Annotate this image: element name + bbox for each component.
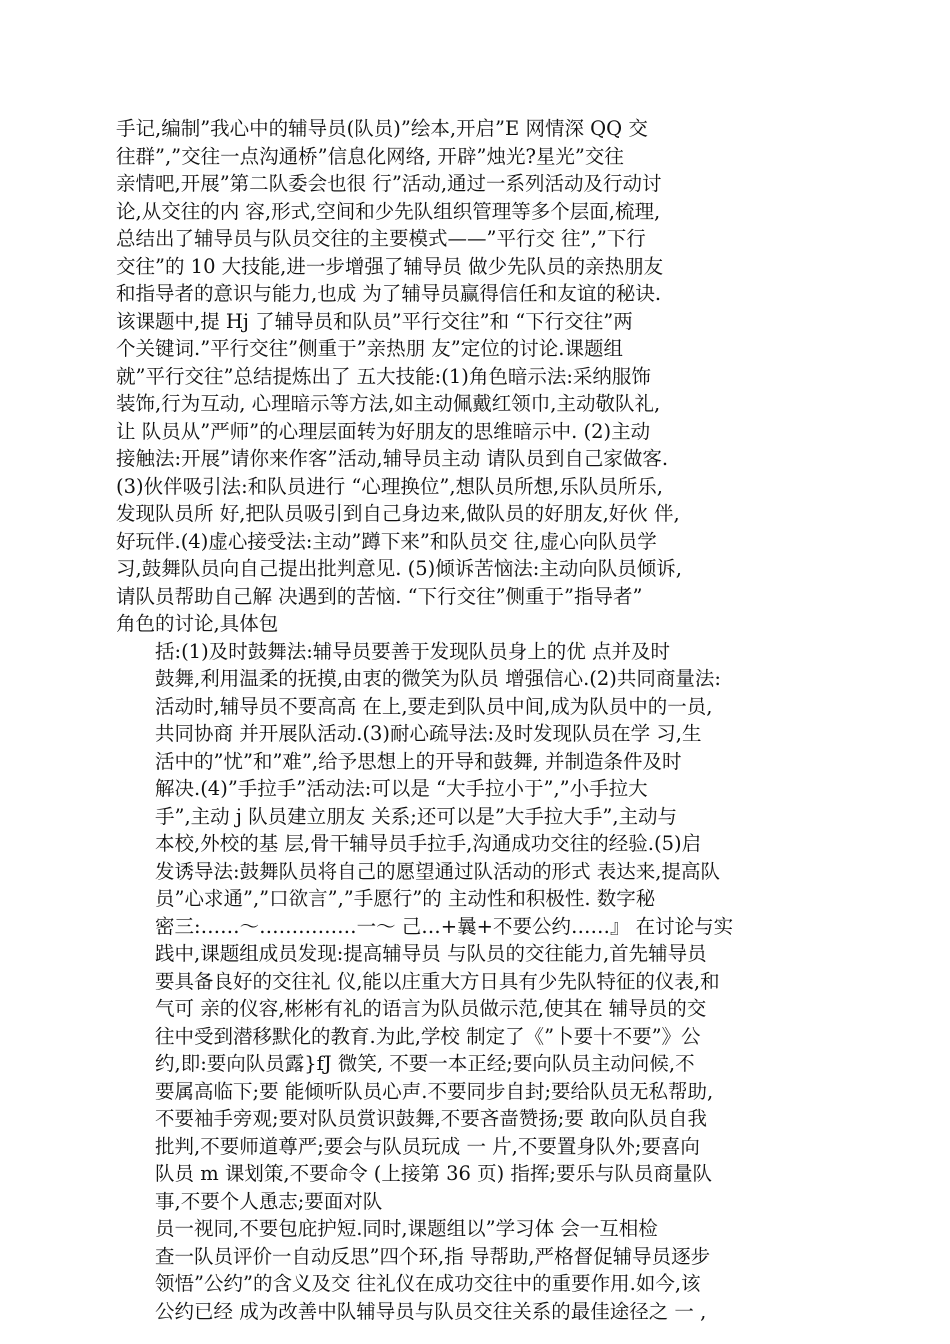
text-line: 共同协商 并开展队活动.(3)耐心疏导法:及时发现队员在学 习,生 <box>155 722 702 745</box>
text-line: 约,即:要向队员露}fJ 微笑, 不要一本正经;要向队员主动问候,不 <box>155 1052 695 1075</box>
text-line: 气可 亲的仪容,彬彬有礼的语言为队员做示范,使其在 辅导员的交 <box>155 997 707 1020</box>
text-line: 发现队员所 好,把队员吸引到自己身边来,做队员的好朋友,好伙 伴, <box>116 502 680 525</box>
text-line: 手”,主动 j 队员建立朋友 关系;还可以是”大手拉大手”,主动与 <box>155 804 678 828</box>
text-line: 发诱导法:鼓舞队员将自己的愿望通过队活动的形式 表达来,提高队 <box>155 859 720 883</box>
text-line: 括:(1)及时鼓舞法:辅导员要善于发现队员身上的优 点并及时 <box>155 639 670 663</box>
text-line: 就”平行交往”总结提炼出了 五大技能:(1)角色暗示法:采纳服饰 <box>116 364 651 388</box>
text-line: 要属高临下;要 能倾听队员心声.不要同步自封;要给队员无私帮助, <box>155 1079 714 1103</box>
text-line: 让 队员从”严师”的心理层面转为好朋友的思维暗示中. (2)主动 <box>116 419 651 443</box>
text-line: 解决.(4)”手拉手”活动法:可以是 “大手拉小于”,”小手拉大 <box>155 777 648 800</box>
text-line: 和指导者的意识与能力,也成 为了辅导员赢得信任和友谊的秘诀. <box>116 282 662 305</box>
text-line: 践中,课题组成员发现:提高辅导员 与队员的交往能力,首先辅导员 <box>155 942 707 965</box>
paragraph-3 <box>116 1215 836 1325</box>
text-line: 公约已经 成为改善中队辅导员与队员交往关系的最佳途径之 一 , <box>155 1299 707 1323</box>
text-line: 鼓舞,利用温柔的抚摸,由衷的微笑为队员 增强信心.(2)共同商量法: <box>155 667 721 690</box>
text-line: 往群”,”交往一点沟通桥”信息化网络, 开辟”烛光?星光”交往 <box>116 144 624 168</box>
text-line: 本校,外校的基 层,骨干辅导员手拉手,沟通成功交往的经验.(5)启 <box>155 832 702 855</box>
text-line: 亲情吧,开展”第二队委会也很 行”活动,通过一系列活动及行动讨 <box>116 172 662 195</box>
text-line: 手记,编制”我心中的辅导员(队员)”绘本,开启”E 网情深 QQ 交 <box>116 117 648 140</box>
text-line: 总结出了辅导员与队员交往的主要模式——”平行交 往”,”下行 <box>116 227 646 250</box>
text-line: 论,从交往的内 容,形式,空间和少先队组织管理等多个层面,梳理, <box>116 199 661 223</box>
text-line: 该课题中,提 Hj 了辅导员和队员”平行交往”和 “下行交往”两 <box>116 309 633 333</box>
text-line: 角色的讨论,具体包 <box>116 612 279 635</box>
document-page <box>116 115 836 1325</box>
text-line: 领悟”公约”的含义及交 往礼仪在成功交往中的重要作用.如今,该 <box>155 1272 701 1295</box>
text-line: 好玩伴.(4)虚心接受法:主动”蹲下来”和队员交 往,虚心向队员学 <box>116 529 657 553</box>
text-line: 活中的”忧”和”难”,给予思想上的开导和鼓舞, 并制造条件及时 <box>155 749 682 773</box>
text-line: 事,不要个人恿志;要面对队 <box>155 1189 383 1213</box>
paragraph-1 <box>116 115 836 638</box>
text-line: 批判,不要师道尊严;要会与队员玩成 一 片,不要置身队外;要喜向 <box>155 1134 700 1158</box>
text-line: 密三:……～……………一～ 己…+曩+不要公约……』 在讨论与实 <box>155 914 734 938</box>
text-line: 习,鼓舞队员向自己提出批判意见. (5)倾诉苦恼法:主动向队员倾诉, <box>116 557 682 580</box>
text-line: 员一视同,不要包庇护短.同时,课题组以”学习体 会一互相检 <box>155 1217 658 1240</box>
text-line: 队员 m 课划策,不要命令 (上接第 36 页) 指挥;要乐与队员商量队 <box>155 1162 712 1185</box>
text-line: 往中受到潜移默化的教育.为此,学校 制定了《”卜要十不要”》公 <box>155 1024 701 1048</box>
text-line: 接触法:开展”请你来作客”活动,辅导员主动 请队员到自己家做客. <box>116 447 669 470</box>
text-line: 装饰,行为互动, 心理暗示等方法,如主动佩戴红领巾,主动敬队礼, <box>116 392 661 415</box>
text-line: (3)伙伴吸引法:和队员进行 “心理换位”,想队员所想,乐队员所乐, <box>116 474 663 498</box>
text-line: 不要袖手旁观;要对队员赏识鼓舞,不要吝啬赞扬;要 敢向队员自我 <box>155 1107 708 1130</box>
text-line: 查一队员评价一自动反思”四个环,指 导帮助,严格督促辅导员逐步 <box>155 1244 711 1268</box>
text-line: 请队员帮助自己解 决遇到的苦恼. “下行交往”侧重于”指导者” <box>116 584 643 608</box>
text-line: 员”心求通”,”口欲言”,”手愿行”的 主动性和积极性. 数字秘 <box>155 887 656 910</box>
text-line: 要具备良好的交往礼 仪,能以庄重大方日具有少先队特征的仪表,和 <box>155 969 720 993</box>
paragraph-2 <box>116 638 836 1216</box>
text-line: 活动时,辅导员不要高高 在上,要走到队员中间,成为队员中的一员, <box>155 694 713 718</box>
text-line: 个关键词.”平行交往”侧重于”亲热朋 友”定位的讨论.课题组 <box>116 337 623 360</box>
text-line: 交往”的 10 大技能,进一步增强了辅导员 做少先队员的亲热朋友 <box>116 254 664 278</box>
